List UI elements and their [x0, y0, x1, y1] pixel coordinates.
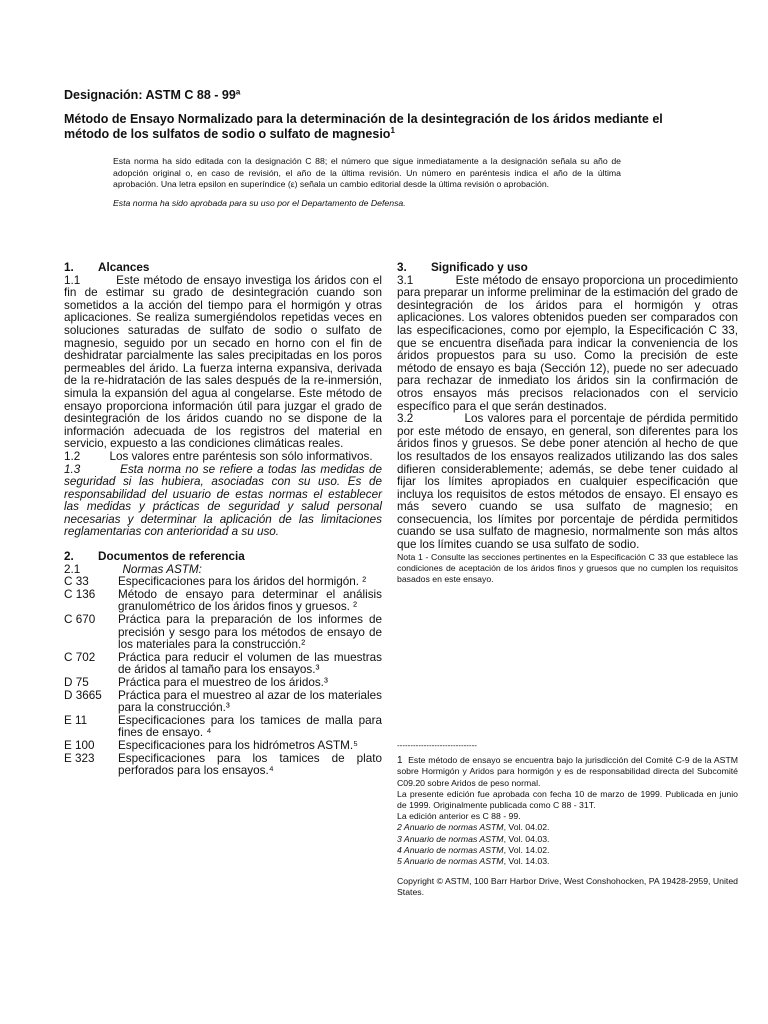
footnote-source: 5 Anuario de normas ASTM	[397, 856, 504, 867]
footnote-1-previous: La edición anterior es C 88 - 99.	[397, 811, 521, 822]
designation: Designación: ASTM C 88 - 99ª	[64, 88, 241, 102]
paragraph-number: 2.1	[64, 562, 81, 576]
paragraph-1-1	[64, 275, 382, 451]
paragraph-text: Los valores entre paréntesis son sólo informativos.	[109, 449, 373, 463]
reference-text: Especificaciones para los tamices de malla para fines de ensayo.	[118, 713, 382, 740]
reference-footnote-mark: ²	[301, 638, 306, 652]
reference-code: E 11	[64, 713, 88, 727]
paragraph-3-2	[397, 413, 738, 552]
footnote-separator: ------------------------------	[397, 741, 477, 750]
reference-code: C 670	[64, 613, 96, 627]
document-title	[64, 112, 704, 142]
reference-footnote-mark: ⁴	[206, 726, 212, 740]
reference-text: Práctica para reducir el volumen de las muestras de áridos al tamaño para los ensayos.	[118, 650, 382, 677]
subsection-title: Normas ASTM:	[122, 562, 202, 576]
reference-footnote-mark: ²	[353, 600, 358, 614]
footnote-2	[397, 822, 738, 833]
reference-footnote-mark: ³	[323, 676, 328, 689]
reference-code: E 100	[64, 738, 95, 752]
footnote-volume: , Vol. 14.03.	[503, 856, 550, 867]
footnotes	[397, 740, 738, 899]
copyright-notice: Copyright © ASTM, 100 Barr Harbor Drive, West Conshohocken, PA 19428-2959, United States.	[397, 876, 738, 898]
title-footnote-mark: 1	[390, 125, 395, 135]
reference-code: E 323	[64, 751, 95, 765]
reference-code: D 3665	[64, 688, 102, 702]
paragraph-number: 1.3	[64, 462, 81, 476]
reference-item	[64, 690, 382, 715]
reference-footnote-mark: ³	[315, 663, 320, 677]
reference-item	[64, 614, 382, 652]
footnote-volume: , Vol. 04.02.	[503, 822, 550, 833]
paragraph-number: 1.2	[64, 449, 81, 463]
footnote-3	[397, 834, 738, 845]
paragraph-text: Este método de ensayo investiga los áridos con el fin de estimar su grado de desintegración cuando son sometidos a la acción del tiempo para el hormigón y otras aplicaciones. Se realiza sumergiéndolos repetidas veces en soluciones saturadas de sulfato de sodio o sulfato de magnesio, seguido por un secado en horno con el fin de deshidratar parcialmente las sales precipitadas en los poros permeables del árido. La fuerza interna expansiva, derivada de la re-hidratación de las sales después de la re-inmersión, simula la expansión del agua al congelarse. Este método de ensayo proporciona información útil para juzgar el grado de desintegración de los áridos cuando no se dispone de la información adecuada de los registros del material en servicio, expuesto a las condiciones climáticas reales.	[64, 273, 382, 451]
paragraph-3-1	[397, 275, 738, 414]
footnote-source: 2 Anuario de normas ASTM	[397, 822, 504, 833]
reference-text: Práctica para la preparación de los informes de precisión y sesgo para los métodos de ensayo de los materiales para la construcción.	[118, 613, 382, 652]
reference-footnote-mark: ²	[362, 575, 367, 589]
right-column	[397, 262, 738, 585]
reference-text: Especificaciones para los áridos del hormigón.	[118, 575, 360, 589]
approval-note: Esta norma ha sido aprobada para su uso por el Departamento de Defensa.	[113, 197, 406, 208]
footnote-text: Este método de ensayo se encuentra bajo la jurisdicción del Comité C-9 de la ASTM sobre Hormigón y Aridos para hormigón y es de responsabilidad directa del Subcomité C09.20 sobre Aridos de peso normal.	[397, 755, 738, 788]
footnote-1	[397, 755, 738, 789]
paragraph-text: Este método de ensayo proporciona un procedimiento para preparar un informe preliminar de la estimación del grado de desintegración de los áridos para el hormigón y otras aplicaciones. Los valores obtenidos pueden ser comparados con las especificaciones, como por ejemplo, la Especificación C 33, que se encuentra diseñada para indicar la conveniencia de los áridos propuestos para su uso. Como la precisión de este método de ensayo es baja (Sección 12), puede no ser adecuado para rechazar de inmediato los áridos sin la confirmación de otros ensayos más precisos relacionados con el servicio específico para el que serán destinados.	[397, 273, 738, 413]
reference-footnote-mark: ⁴	[268, 764, 274, 778]
footnote-source: 3 Anuario de normas ASTM	[397, 833, 504, 844]
paragraph-text: Esta norma no se refiere a todas las medidas de seguridad si las hubiera, asociadas con su uso. Es de responsabilidad del usuario de estas normas el establecer las medidas y prácticas de seguridad y salud personal necesarias y determinar la aplicación de las limitaciones reglamentarias con anterioridad a su uso.	[64, 462, 382, 539]
reference-item	[64, 589, 382, 614]
title-text: Método de Ensayo Normalizado para la determinación de la desintegración de los áridos mediante el método de los sulfatos de sodio o sulfato de magnesio	[64, 112, 663, 141]
left-column	[64, 262, 382, 778]
section-number: 1.	[64, 261, 74, 274]
paragraph-1-3	[64, 464, 382, 540]
section-title: Documentos de referencia	[98, 550, 245, 564]
intro-block	[113, 156, 621, 209]
paragraph-number: 1.1	[64, 273, 81, 287]
reference-footnote-mark: ³	[225, 701, 230, 715]
reference-item	[64, 753, 382, 778]
section-title: Significado y uso	[431, 261, 528, 274]
paragraph-number: 3.1	[397, 273, 414, 287]
section-title: Alcances	[98, 261, 150, 274]
reference-code: C 702	[64, 650, 96, 664]
reference-text: Especificaciones para los tamices de plato perforados para los ensayos.	[118, 751, 382, 778]
reference-text: Práctica para el muestreo de los áridos.	[118, 676, 324, 689]
section-2-heading	[64, 551, 382, 564]
footnote-number: 1	[397, 755, 403, 767]
reference-code: D 75	[64, 676, 89, 689]
reference-item	[64, 652, 382, 677]
reference-code: C 136	[64, 587, 96, 601]
footnote-source: 4 Anuario de normas ASTM	[397, 844, 504, 855]
section-number: 2.	[64, 550, 74, 564]
section-number: 3.	[397, 261, 407, 274]
reference-list	[64, 576, 382, 778]
intro-text: Esta norma ha sido editada con la designación C 88; el número que sigue inmediatamente a la designación señala su año de adopción original o, en caso de revisión, el año de la última revisión. Un número en paréntesis indica el año de la última aprobación. Una letra epsilon en superíndice (ε) señala un cambio editorial desde la última revisión o aprobación.	[113, 156, 621, 190]
footnote-1-publication: La presente edición fue aprobada con fecha 10 de marzo de 1999. Publicada en junio de 1999. Originalmente publicada como C 88 - 31T.	[397, 788, 738, 811]
reference-footnote-mark: ⁵	[353, 738, 359, 752]
reference-item	[64, 715, 382, 740]
footnote-4	[397, 845, 738, 856]
reference-text: Práctica para el muestreo al azar de los materiales para la construcción.	[118, 688, 382, 715]
footnote-volume: , Vol. 14.02.	[503, 844, 550, 855]
footnote-5	[397, 856, 738, 867]
note-1: Nota 1 - Consulte las secciones pertinentes en la Especificación C 33 que establece las condiciones de aceptación de los áridos finos y gruesos que no cumplen los requisitos basados en este ensayo.	[397, 551, 738, 585]
reference-code: C 33	[64, 575, 89, 589]
paragraph-number: 3.2	[397, 412, 414, 426]
reference-text: Método de ensayo para determinar el análisis granulométrico de los áridos finos y gruesos.	[118, 587, 382, 614]
footnote-volume: , Vol. 04.03.	[503, 833, 550, 844]
paragraph-text: Los valores para el porcentaje de pérdida permitido por este método de ensayo, en general, son diferentes para los áridos finos y gruesos. Se debe poner atención al hecho de que los resultados de los ensayos realizados utilizando las dos sales difieren considerablemente; además, se debe tener cuidado al fijar los límites apropiados en cualquier especificación que incluya los requisitos de estos métodos de ensayo. El ensayo es más severo cuando se usa sulfato de magnesio; en consecuencia, los límites por porcentaje de pérdida permitidos cuando se usa sulfato de magnesio, normalmente son más altos que los límites cuando se usa sulfato de sodio.	[397, 412, 738, 552]
reference-text: Especificaciones para los hidrómetros ASTM.	[118, 738, 354, 752]
